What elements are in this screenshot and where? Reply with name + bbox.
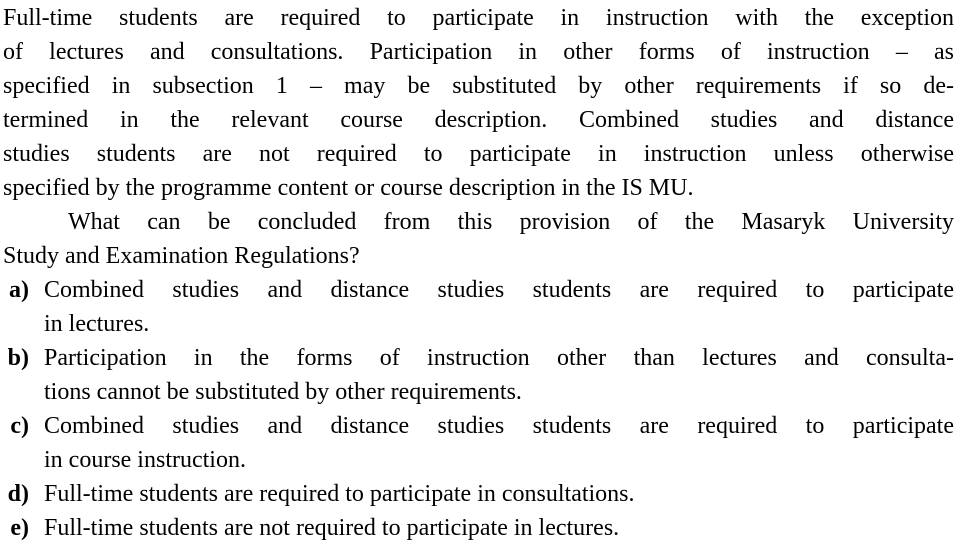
- option-line: in course instruction.: [44, 447, 246, 473]
- passage-line: What can be concluded from this provision of the Masaryk University: [68, 209, 954, 235]
- question-passage: [3, 1, 954, 273]
- option-row: [3, 341, 954, 409]
- passage-line: studies students are not required to participate in instruction unless otherwise: [3, 141, 954, 167]
- passage-line: Study and Examination Regulations?: [3, 243, 360, 269]
- option-row: [3, 409, 954, 477]
- option-text: [44, 511, 954, 545]
- option-label: c): [10, 413, 29, 439]
- passage-line: specified in subsection 1 – may be substituted by other requirements if so de-: [3, 73, 954, 99]
- passage-line: specified by the programme content or course description in the IS MU.: [3, 175, 694, 201]
- question-paragraph: [3, 205, 954, 273]
- option-text: [44, 273, 954, 341]
- passage-line: of lectures and consultations. Participation in other forms of instruction – as: [3, 39, 954, 65]
- option-line: Combined studies and distance studies students are required to participate: [44, 277, 954, 303]
- option-line: tions cannot be substituted by other requirements.: [44, 379, 522, 405]
- answer-options: [3, 273, 954, 545]
- option-label: b): [7, 345, 29, 371]
- question-paragraph: [3, 1, 954, 205]
- option-line: Participation in the forms of instruction other than lectures and consulta-: [44, 345, 954, 371]
- passage-line: termined in the relevant course description. Combined studies and distance: [3, 107, 954, 133]
- option-row: [3, 273, 954, 341]
- option-row: [3, 511, 954, 545]
- option-text: [44, 477, 954, 511]
- option-label: d): [7, 481, 29, 507]
- option-text: [44, 409, 954, 477]
- passage-line: Full-time students are required to participate in instruction with the exception: [3, 5, 954, 31]
- option-line: Combined studies and distance studies students are required to participate: [44, 413, 954, 439]
- option-row: [3, 477, 954, 511]
- option-text: [44, 341, 954, 409]
- option-line: Full-time students are not required to participate in lectures.: [44, 515, 620, 541]
- option-label: e): [10, 515, 29, 541]
- option-label: a): [9, 277, 29, 303]
- option-line: Full-time students are required to participate in consultations.: [44, 481, 635, 507]
- option-line: in lectures.: [44, 311, 150, 337]
